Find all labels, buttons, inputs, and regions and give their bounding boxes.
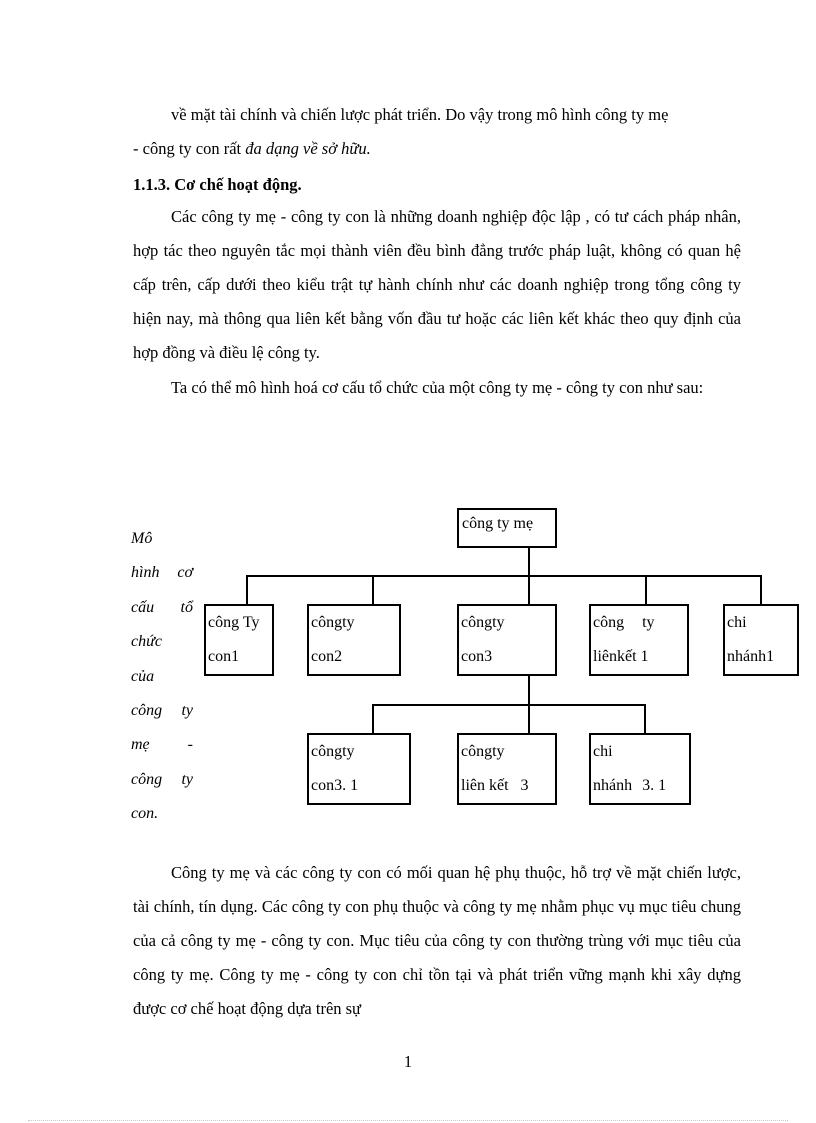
box-line: nhánh1 [727, 648, 775, 665]
diagram-caption [131, 522, 193, 832]
box-parent-company [457, 508, 557, 548]
box-line: nhánh 3. 1 [593, 777, 667, 794]
connector-l2-2 [528, 704, 530, 735]
box-line: liênkết 1 [593, 648, 649, 665]
caption-line: con. [131, 805, 159, 823]
box-branch-1 [723, 604, 799, 676]
box-subsidiary-3-1 [307, 733, 411, 805]
paragraph-1-italic: đa dạng về sở hữu. [245, 139, 371, 158]
caption-line: công ty [131, 702, 193, 720]
caption-line: cấu tổ [131, 598, 193, 616]
box-line: con3 [461, 648, 493, 665]
connector-l1-3 [528, 575, 530, 606]
box-branch-3-1 [589, 733, 691, 805]
box-line: công ty [593, 614, 655, 631]
connector-level1-bar [246, 575, 762, 577]
connector-l2-down [528, 675, 530, 706]
caption-line: công ty [131, 770, 193, 788]
caption-line: hình cơ [131, 564, 193, 582]
paragraph-4: Công ty mẹ và các công ty con có mối quan hệ phụ thuộc, hỗ trợ về mặt chiến lược, tài chính, tín dụng. Các công ty con phụ thuộc và công ty mẹ nhằm phục vụ mục tiêu chung của cả công ty mẹ - công ty con. Mục tiêu của công ty con thường trùng với mục tiêu của công ty mẹ. Công ty mẹ - công ty con chỉ tồn tại và phát triển vững mạnh khi xây dựng được cơ chế hoạt động dựa trên sự [133, 863, 741, 1018]
connector-l1-5 [760, 575, 762, 606]
paragraph-1-text: về mặt tài chính và chiến lược phát triển. Do vậy trong mô hình công ty mẹ [171, 105, 669, 124]
box-parent-label: công ty mẹ [462, 515, 534, 532]
caption-line: Mô [131, 530, 153, 547]
connector-root-down [528, 546, 530, 577]
box-line: côngty [311, 614, 355, 631]
paragraph-3: Ta có thể mô hình hoá cơ cấu tổ chức của một công ty mẹ - công ty con như sau: [171, 378, 704, 397]
box-subsidiary-3 [457, 604, 557, 676]
box-line: chi [593, 743, 613, 760]
box-subsidiary-2 [307, 604, 401, 676]
box-affiliate-1 [589, 604, 689, 676]
section-heading: 1.1.3. Cơ chế hoạt động. [133, 175, 302, 194]
paragraph-1-line-1 [133, 98, 741, 132]
box-affiliate-3 [457, 733, 557, 805]
connector-l2-3 [644, 704, 646, 735]
box-line: côngty [311, 743, 355, 760]
box-line: con1 [208, 648, 240, 665]
connector-level2-bar [372, 704, 646, 706]
paragraph-1-line-2 [133, 132, 741, 166]
box-line: côngty [461, 743, 505, 760]
connector-l1-2 [372, 575, 374, 606]
caption-line: mẹ - [131, 736, 193, 754]
box-line: con3. 1 [311, 777, 359, 794]
box-line: chi [727, 614, 747, 631]
connector-l2-1 [372, 704, 374, 735]
box-line: liên kết 3 [461, 777, 529, 794]
connector-l1-1 [246, 575, 248, 606]
caption-line: chức [131, 633, 162, 651]
paragraph-2: Các công ty mẹ - công ty con là những doanh nghiệp độc lập , có tư cách pháp nhân, hợp tác theo nguyên tắc mọi thành viên đều bình đẳng trước pháp luật, không có quan hệ cấp trên, cấp dưới theo kiểu trật tự hành chính như các doanh nghiệp trong tổng công ty hiện nay, mà thông qua liên kết bằng vốn đầu tư hoặc các liên kết khác theo quy định của hợp đồng và điều lệ công ty. [133, 207, 741, 362]
box-line: côngty [461, 614, 505, 631]
paragraph-1-plain: - công ty con rất [133, 139, 246, 158]
page-number: 1 [403, 1052, 413, 1071]
connector-l1-4 [645, 575, 647, 606]
caption-line: của [131, 667, 155, 685]
box-line: con2 [311, 648, 343, 665]
box-line: công Ty [208, 614, 260, 631]
box-subsidiary-1 [204, 604, 274, 676]
page-bottom-divider [28, 1120, 788, 1121]
